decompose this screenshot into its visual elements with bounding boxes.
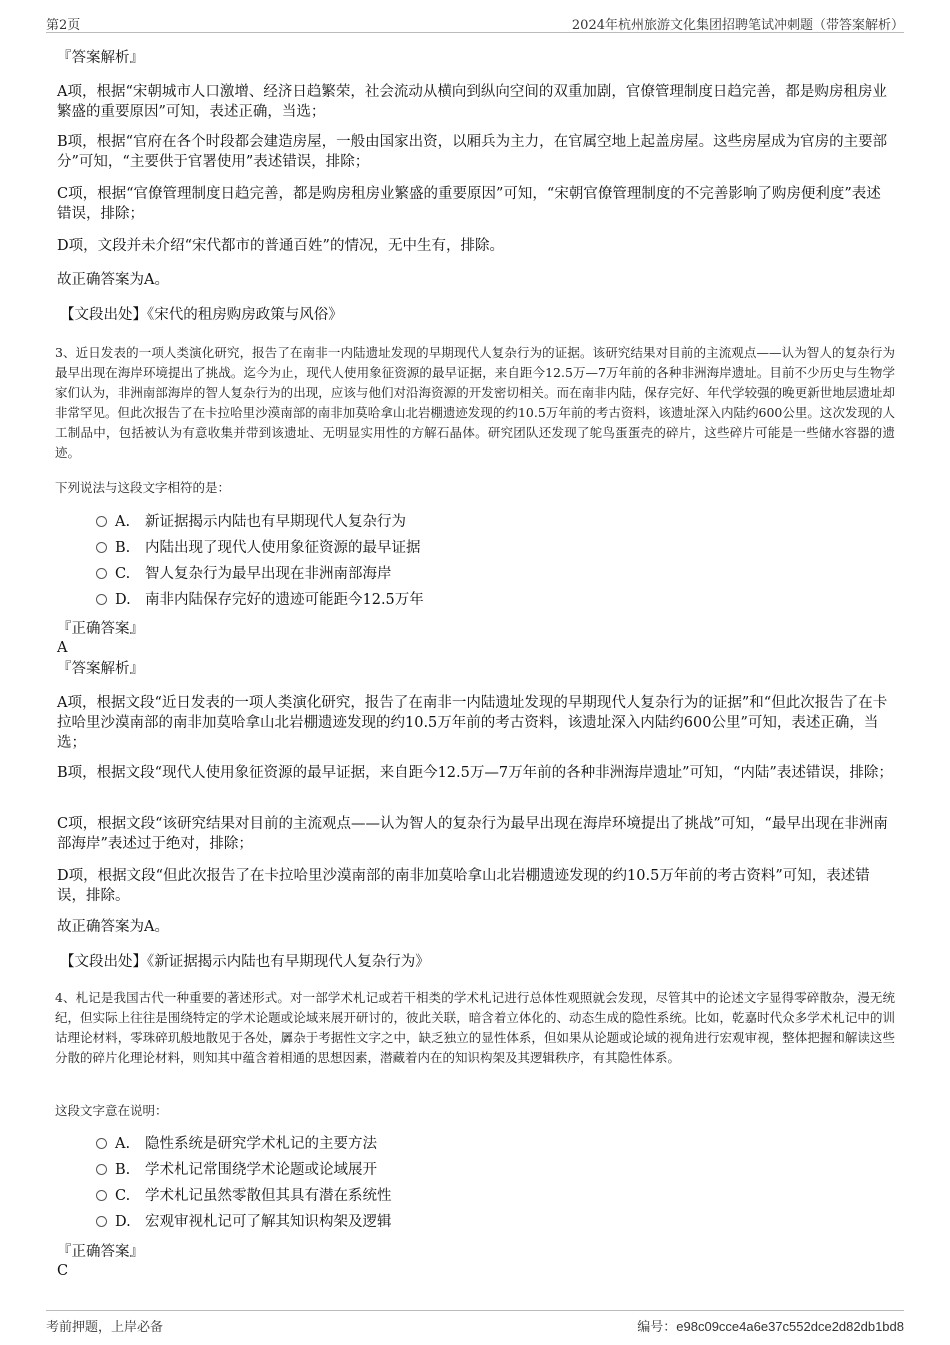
q2-conclusion: 故正确答案为A。 [57, 272, 169, 288]
q3-passage: 3、近日发表的一项人类演化研究，报告了在南非一内陆遗址发现的早期现代人复杂行为的证据。该研究结果对目前的主流观点——认为智人的复杂行为最早出现在海岸环境提出了挑战。迄今为止，现代人使用象征资源的最早证据，来自距今12.5万—7万年前的各种非洲海岸遗址。目前不少历史与生物学家们认为，非洲南部海岸的智人复杂行为的出现，应该与他们对沿海资源的开发密切相关。而在南非内陆，保存完好、年代学较强的晚更新世地层遗址却非常罕见。但此次报告了在卡拉哈里沙漠南部的南非加莫哈拿山北岩棚遗迹发现的约10.5万年前的考古资料，该遗址深入内陆约600公里。这次发现的人工制品中，包括被认为有意收集并带到该遗址、无明显实用性的方解石晶体。研究团队还发现了鸵鸟蛋蛋壳的碎片，这些碎片可能是一些储水容器的遗迹。 [55, 345, 895, 460]
q4-answer: C [57, 1263, 69, 1279]
radio-icon[interactable] [96, 1164, 107, 1175]
radio-icon[interactable] [96, 1216, 107, 1227]
q4-prompt: 这段文字意在说明： [55, 1103, 168, 1118]
radio-icon[interactable] [96, 1138, 107, 1149]
page-number: 第2页 [46, 18, 81, 33]
document-title: 2024年杭州旅游文化集团招聘笔试冲刺题（带答案解析） [571, 18, 904, 33]
q2-analysis-label: 『答案解析』 [57, 50, 144, 66]
q3-option-d[interactable]: D. 南非内陆保存完好的遗迹可能距今12.5万年 [96, 589, 424, 611]
radio-icon[interactable] [96, 516, 107, 527]
q3-source: 【文段出处】《新证据揭示内陆也有早期现代人复杂行为》 [60, 954, 430, 970]
q4-option-c[interactable]: C. 学术札记虽然零散但其具有潜在系统性 [96, 1185, 392, 1207]
q2-analysis-a: A项，根据“宋朝城市人口激增、经济日趋繁荣，社会流动从横向到纵向空间的双重加剧，官僚管理制度日趋完善，都是购房租房业繁盛的重要原因”可知，表述正确，当选； [57, 84, 887, 120]
q4-passage: 4、札记是我国古代一种重要的著述形式。对一部学术札记或若干相类的学术札记进行总体性观照就会发现，尽管其中的论述文字显得零碎散杂，漫无统纪，但实际上往往是围绕特定的学术论题或论域来展开研讨的，彼此关联，暗含着立体化的、动态生成的隐性系统。比如，乾嘉时代众多学术札记中的训诂理论材料，零珠碎玑般地散见于各处，羼杂于考据性文字之中，缺乏独立的显性体系，但如果从论题或论域的视角进行宏观审视，整体把握和解读这些分散的碎片化理论材料，则知其中蕴含着相通的思想因素，潜藏着内在的知识构架及其逻辑秩序，有其隐性体系。 [55, 990, 895, 1065]
q4-option-a[interactable]: A. 隐性系统是研究学术札记的主要方法 [96, 1133, 377, 1155]
q3-analysis-d: D项，根据文段“但此次报告了在卡拉哈里沙漠南部的南非加莫哈拿山北岩棚遗迹发现的约10.5万年前的考古资料”可知，表述错误，排除。 [57, 868, 870, 904]
q3-prompt: 下列说法与这段文字相符的是： [55, 480, 231, 495]
q2-analysis-b: B项，根据“官府在各个时段都会建造房屋，一般由国家出资，以厢兵为主力，在官属空地上起盖房屋。这些房屋成为官房的主要部分”可知，“主要供于官署使用”表述错误，排除； [57, 134, 888, 170]
radio-icon[interactable] [96, 542, 107, 553]
q2-analysis-d: D项，文段并未介绍“宋代都市的普通百姓”的情况，无中生有，排除。 [57, 238, 504, 254]
q3-option-c[interactable]: C. 智人复杂行为最早出现在非洲南部海岸 [96, 563, 392, 585]
radio-icon[interactable] [96, 594, 107, 605]
q4-answer-label: 『正确答案』 [57, 1244, 144, 1260]
q4-option-b[interactable]: B. 学术札记常围绕学术论题或论域展开 [96, 1159, 377, 1181]
radio-icon[interactable] [96, 1190, 107, 1201]
q3-answer-label: 『正确答案』 [57, 621, 144, 637]
page-footer [46, 1310, 904, 1337]
q3-analysis-a: A项，根据文段“近日发表的一项人类演化研究，报告了在南非一内陆遗址发现的早期现代人复杂行为的证据”和“但此次报告了在卡拉哈里沙漠南部的南非加莫哈拿山北岩棚遗迹发现的约10.5万年前的考古资料，该遗址深入内陆约600公里”可知，表述正确，当选； [57, 695, 888, 751]
radio-icon[interactable] [96, 568, 107, 579]
footer-slogan: 考前押题，上岸必备 [46, 1320, 164, 1335]
q3-option-a[interactable]: A. 新证据揭示内陆也有早期现代人复杂行为 [96, 511, 406, 533]
footer-code-value: e98c09cce4a6e37c552dce2d82db1bd8 [676, 1319, 904, 1334]
page-header [46, 12, 904, 33]
q2-source: 【文段出处】《宋代的租房购房政策与风俗》 [60, 307, 343, 323]
q3-analysis-c: C项，根据文段“该研究结果对目前的主流观点——认为智人的复杂行为最早出现在海岸环境提出了挑战”可知，“最早出现在非洲南部海岸”表述过于绝对，排除； [57, 816, 888, 852]
q2-analysis-c: C项，根据“官僚管理制度日趋完善，都是购房租房业繁盛的重要原因”可知，“宋朝官僚管理制度的不完善影响了购房便利度”表述错误，排除； [57, 186, 881, 222]
q3-option-b[interactable]: B. 内陆出现了现代人使用象征资源的最早证据 [96, 537, 421, 559]
q3-conclusion: 故正确答案为A。 [57, 919, 169, 935]
q3-analysis-label: 『答案解析』 [57, 661, 144, 677]
footer-code [637, 1316, 904, 1335]
q3-analysis-b: B项，根据文段“现代人使用象征资源的最早证据，来自距今12.5万—7万年前的各种非洲海岸遗址”可知，“内陆”表述错误，排除； [57, 765, 893, 781]
q4-option-d[interactable]: D. 宏观审视札记可了解其知识构架及逻辑 [96, 1211, 392, 1233]
footer-code-label: 编号： [637, 1320, 677, 1335]
q3-answer: A [57, 640, 68, 656]
